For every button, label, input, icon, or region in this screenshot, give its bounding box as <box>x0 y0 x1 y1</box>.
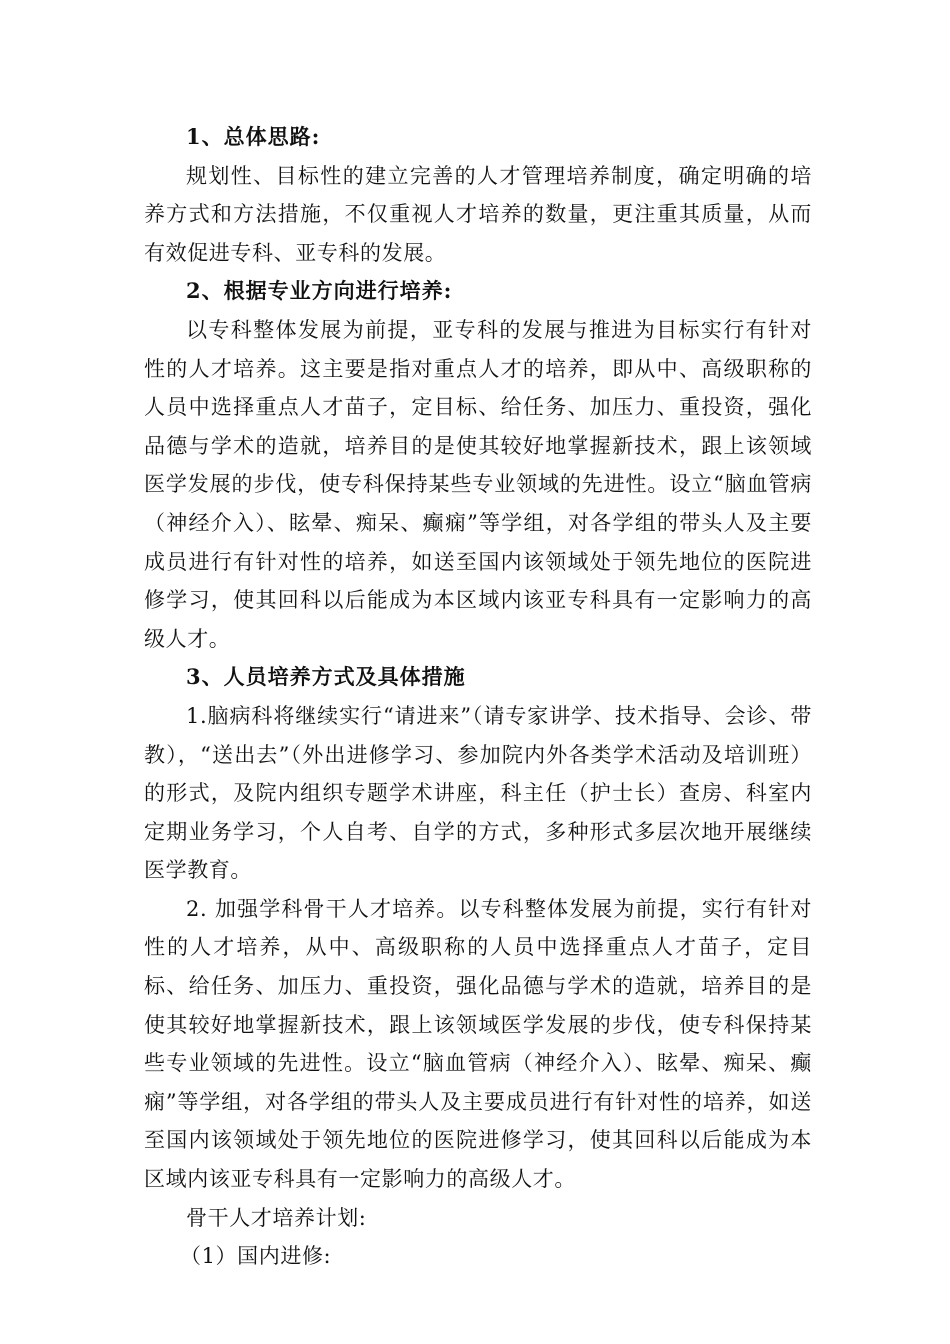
paragraph-backbone-plan-title: 骨干人才培养计划: <box>186 1205 367 1230</box>
document-body <box>144 118 812 1276</box>
section-heading-overall-idea: 1、总体思路: <box>186 124 321 149</box>
section-heading-training-methods: 3、人员培养方式及具体措施 <box>186 664 466 690</box>
section-heading-specialty-direction: 2、根据专业方向进行培养: <box>186 278 453 304</box>
paragraph-specialty-direction: 以专科整体发展为前提，亚专科的发展与推进为目标实行有针对性的人才培养。这主要是指对重点人才的培养，即从中、高级职称的人员中选择重点人才苗子，定目标、给任务、加压力、重投资，强化品德与学术的造就，培养目的是使其较好地掌握新技术，跟上该领域医学发展的步伐，使专科保持某些专业领域的先进性。设立“脑血管病（神经介入）、眩晕、痴呆、癫痫”等学组，对各学组的带头人及主要成员进行有针对性的培养，如送至国内该领域处于领先地位的医院进修学习，使其回科以后能成为本区域内该亚专科具有一定影响力的高级人才。 <box>144 317 812 651</box>
paragraph-overall-idea: 规划性、目标性的建立完善的人才管理培养制度，确定明确的培养方式和方法措施，不仅重视人才培养的数量，更注重其质量，从而有效促进专科、亚专科的发展。 <box>144 163 812 265</box>
paragraph-training-method-1: 1.脑病科将继续实行“请进来”（请专家讲学、技术指导、会诊、带教），“送出去”（外出进修学习、参加院内外各类学术活动及培训班）的形式，及院内组织专题学术讲座，科主任（护士长）查房、科室内定期业务学习，个人自考、自学的方式，多种形式多层次地开展继续医学教育。 <box>144 703 812 883</box>
paragraph-training-method-2: 2. 加强学科骨干人才培养。以专科整体发展为前提，实行有针对性的人才培养，从中、高级职称的人员中选择重点人才苗子，定目标、给任务、加压力、重投资，强化品德与学术的造就，培养目的是使其较好地掌握新技术，跟上该领域医学发展的步伐，使专科保持某些专业领域的先进性。设立“脑血管病（神经介入）、眩晕、痴呆、癫痫”等学组，对各学组的带头人及主要成员进行有针对性的培养，如送至国内该领域处于领先地位的医院进修学习，使其回科以后能成为本区域内该亚专科具有一定影响力的高级人才。 <box>144 896 812 1192</box>
list-item-domestic-training: （1）国内进修: <box>180 1244 332 1269</box>
